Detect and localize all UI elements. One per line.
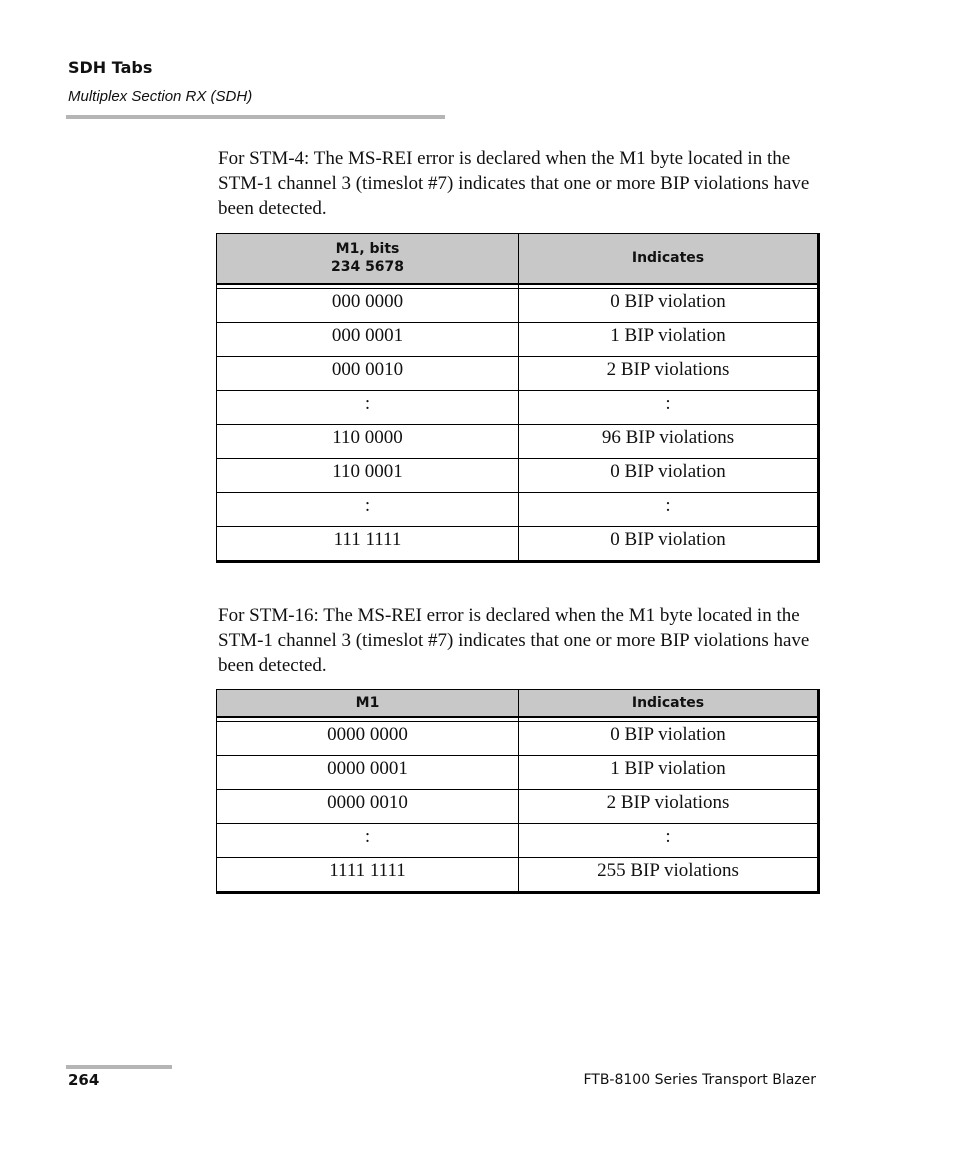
cell-text: 1 BIP violation <box>610 757 726 779</box>
table-header-indicates: Indicates <box>519 690 819 717</box>
indicates-cell <box>519 755 819 789</box>
cell-text: 96 BIP violations <box>601 426 735 448</box>
m1-cell <box>217 390 519 424</box>
table-row <box>217 789 819 823</box>
cell-text: 2 BIP violations <box>606 358 730 380</box>
m1-cell <box>217 458 519 492</box>
cell-text: 0 BIP violation <box>610 528 726 550</box>
stm16-m1-table <box>216 689 820 894</box>
stm4-intro-paragraph: For STM-4: The MS-REI error is declared when the M1 byte located in the STM-1 channel 3 (timeslot #7) indicates that one or more BIP violations have been detected. <box>218 148 810 219</box>
table-row <box>217 857 819 892</box>
stm4-m1-table <box>216 233 820 563</box>
m1-cell <box>217 857 519 892</box>
cell-text: 0 BIP violation <box>610 723 726 745</box>
indicates-cell <box>519 492 819 526</box>
cell-text: : <box>665 392 671 414</box>
table-row <box>217 322 819 356</box>
indicates-cell <box>519 721 819 755</box>
m1-cell <box>217 789 519 823</box>
table-row <box>217 424 819 458</box>
cell-text: 000 0001 <box>331 324 404 346</box>
m1-cell <box>217 721 519 755</box>
table-row <box>217 356 819 390</box>
header-line: M1, bits <box>335 241 400 258</box>
table-row <box>217 526 819 561</box>
table-row <box>217 458 819 492</box>
cell-text: 0000 0010 <box>327 791 408 813</box>
cell-text: 1 BIP violation <box>610 324 726 346</box>
cell-text: : <box>665 494 671 516</box>
table-row <box>217 823 819 857</box>
indicates-cell <box>519 458 819 492</box>
table-row <box>217 755 819 789</box>
table-header-m1-bits <box>217 234 519 284</box>
section-subtitle: Multiplex Section RX (SDH) <box>68 88 253 105</box>
indicates-cell <box>519 390 819 424</box>
indicates-cell <box>519 789 819 823</box>
cell-text: : <box>364 392 371 414</box>
cell-text: : <box>665 825 671 847</box>
cell-text: : <box>364 494 371 516</box>
indicates-cell <box>519 356 819 390</box>
cell-text: 0000 0000 <box>327 723 408 745</box>
m1-cell <box>217 356 519 390</box>
indicates-cell <box>519 424 819 458</box>
indicates-cell <box>519 526 819 561</box>
footer-divider <box>66 1065 172 1069</box>
indicates-cell <box>519 857 819 892</box>
cell-text: 111 1111 <box>333 528 402 550</box>
m1-cell <box>217 755 519 789</box>
indicates-cell <box>519 823 819 857</box>
table-header-m1: M1 <box>217 690 519 717</box>
table-header-indicates: Indicates <box>519 234 819 284</box>
m1-cell <box>217 424 519 458</box>
m1-cell <box>217 492 519 526</box>
table-row <box>217 492 819 526</box>
cell-text: 110 0001 <box>332 460 403 482</box>
cell-text: 0 BIP violation <box>610 460 726 482</box>
cell-text: : <box>364 825 371 847</box>
m1-cell <box>217 823 519 857</box>
stm16-intro-paragraph: For STM-16: The MS-REI error is declared when the M1 byte located in the STM-1 channel 3 (timeslot #7) indicates that one or more BIP violations have been detected. <box>218 605 810 676</box>
table-row <box>217 288 819 322</box>
m1-cell <box>217 526 519 561</box>
table-row <box>217 390 819 424</box>
cell-text: 2 BIP violations <box>606 791 730 813</box>
footer-product-name: FTB-8100 Series Transport Blazer <box>583 1072 816 1088</box>
table-row <box>217 721 819 755</box>
section-title: SDH Tabs <box>68 58 153 77</box>
cell-text: 0000 0001 <box>327 757 408 779</box>
indicates-cell <box>519 322 819 356</box>
header-line: 234 5678 <box>330 259 405 276</box>
m1-cell <box>217 288 519 322</box>
cell-text: 110 0000 <box>332 426 403 448</box>
cell-text: 255 BIP violations <box>597 859 739 881</box>
cell-text: 1111 1111 <box>329 859 406 881</box>
m1-cell <box>217 322 519 356</box>
cell-text: 000 0010 <box>331 358 404 380</box>
indicates-cell <box>519 288 819 322</box>
cell-text: 000 0000 <box>331 290 404 312</box>
cell-text: 0 BIP violation <box>610 290 726 312</box>
header-divider <box>66 115 445 119</box>
page-number: 264 <box>68 1071 100 1089</box>
